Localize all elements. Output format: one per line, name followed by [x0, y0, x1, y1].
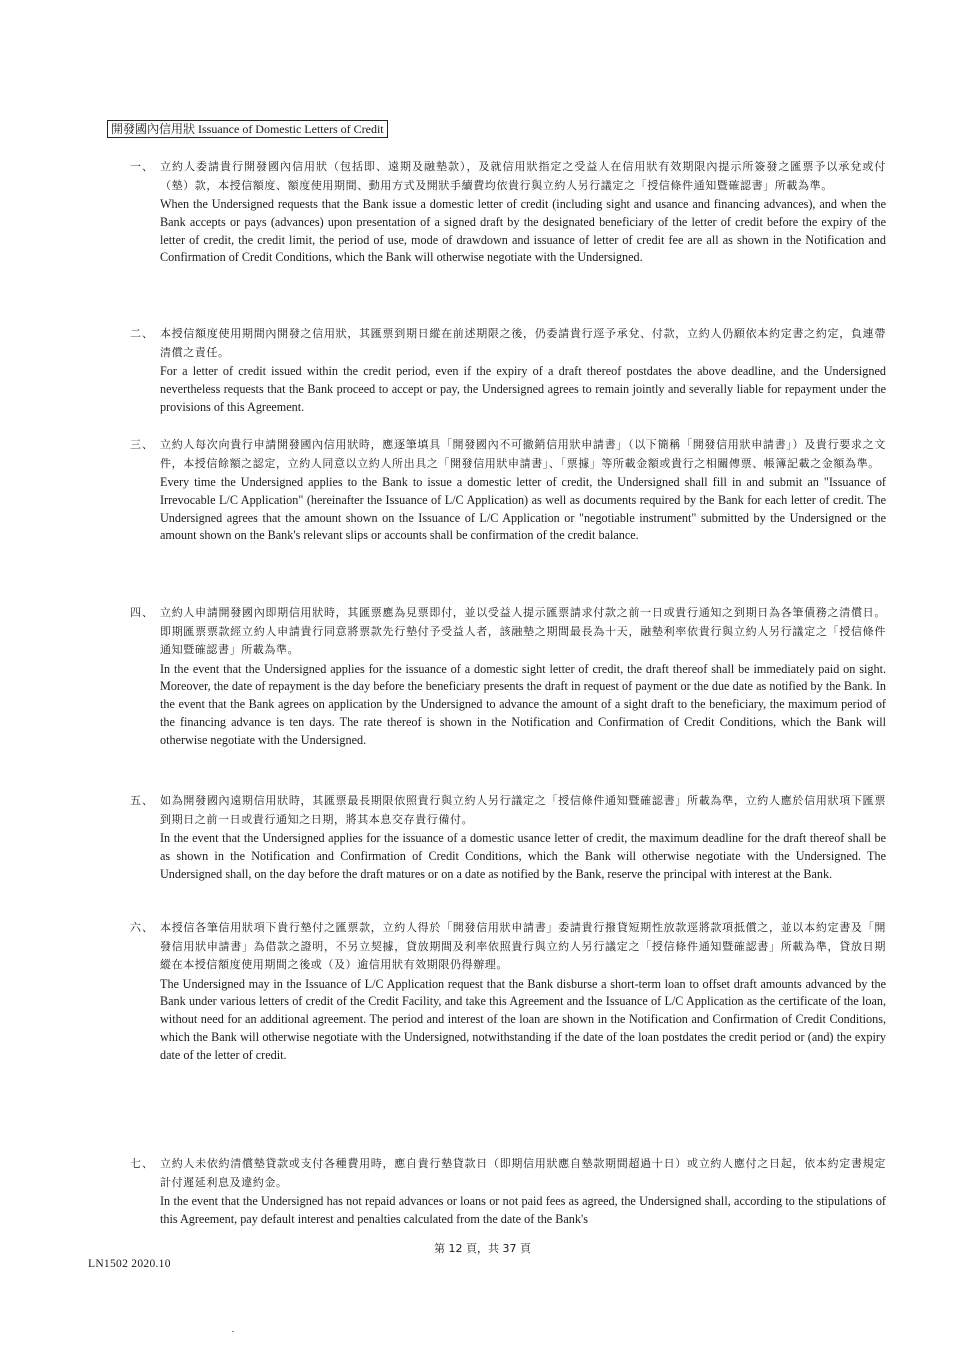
clause-text-english: When the Undersigned requests that the Bank issue a domestic letter of credit (including sight and usance and financing advances), and when the Bank accepts or pays (advances) upon presentation of a signed draft by the designated beneficiary of the letter of credit before the expiry of the letter of credit, the credit limit, the period of use, mode of drawdown and issuance of letter of credit fee are all as shown in the Notification and Confirmation of Credit Conditions, which the Bank will otherwise negotiate with the Undersigned.: [160, 197, 886, 265]
clause-text-english: The Undersigned may in the Issuance of L/C Application request that the Bank disburse a short-term loan to offset draft amounts advanced by the Bank under various letters of credit of the Credit Facility, and take this Agreement and the Issuance of L/C Application as the certificate of the loan, without need for an additional agreement. The period and interest of the loan are shown in the Notification and Confirmation of Credit Conditions, which the Bank will otherwise negotiate with the Undersigned, notwithstanding if the date of the loan postdates the credit period or (and) the expiry date of the letter of credit.: [160, 976, 886, 1062]
clause-text-chinese: 立約人委請貴行開發國內信用狀（包括即、遠期及融墊款），及就信用狀指定之受益人在信用狀有效期限內提示所簽發之匯票予以承兌或付（墊）款，本授信額度、額度使用期間、動用方式及開狀手續費均依貴行與立約人另行議定之「授信條件通知暨確認書」所載為準。: [160, 160, 886, 192]
clause-3: [130, 436, 886, 545]
clause-text-chinese: 如為開發國內遠期信用狀時，其匯票最長期限依照貴行與立約人另行議定之「授信條件通知暨確認書」所載為準，立約人應於信用狀項下匯票到期日之前一日或貴行通知之日期，將其本息交存貴行備付。: [160, 794, 886, 826]
document-code: LN1502 2020.10: [88, 1258, 171, 1270]
clause-text-english: In the event that the Undersigned has not repaid advances or loans or not paid fees as agreed, the Undersigned shall, according to the stipulations of this Agreement, pay default interest and penalties calculated from the date of the Bank's: [160, 1194, 886, 1226]
clause-number: 三、: [130, 438, 154, 451]
clause-text-chinese: 立約人每次向貴行申請開發國內信用狀時，應逐筆填具「開發國內不可撤銷信用狀申請書」（以下簡稱「開發信用狀申請書」）及貴行要求之文件，本授信餘額之認定，立約人同意以立約人所出具之「開發信用狀申請書」、「票據」等所載金額或貴行之相關傳票、帳簿記載之金額為準。: [160, 438, 886, 470]
clause-2: [130, 325, 886, 416]
clause-text-english: In the event that the Undersigned applies for the issuance of a domestic usance letter of credit, the maximum deadline for the draft thereof shall be as shown in the Notification and Confirmation of Credit Conditions, which the Bank will otherwise negotiate with the Undersigned. The Undersigned shall, on the day before the draft matures or on a date as notified by the Bank, reserve the principal with interest at the Bank.: [160, 831, 886, 881]
clause-number: 一、: [130, 160, 154, 173]
clause-text-chinese: 本授信各筆信用狀項下貴行墊付之匯票款，立約人得於「開發信用狀申請書」委請貴行撥貸短期性放款逕將款項抵償之，並以本約定書及「開發信用狀申請書」為借款之證明，不另立契據，貸放期間及利率依照貴行與立約人另行議定之「授信條件通知暨確認書」所載為準，貸放日期縱在本授信額度使用期間之後或（及）逾信用狀有效期限仍得辦理。: [160, 921, 886, 971]
clause-number: 七、: [130, 1157, 154, 1170]
clause-4: [130, 604, 886, 749]
clause-number: 二、: [130, 327, 154, 340]
page-number: 第 12 頁，共 37 頁: [434, 1242, 531, 1255]
clause-6: [130, 919, 886, 1064]
clause-text-english: In the event that the Undersigned applies for the issuance of a domestic sight letter of credit, the draft thereof shall be immediately paid on sight. Moreover, the date of repayment is the day before the beneficiary presents the draft in request of payment or the due date as notified by the Bank. In the event that the Bank agrees on application by the Undersigned to advance the amount of a sight draft to the beneficiary, the maximum period of the financing advance is ten days. The rate thereof is shown in the Notification and Confirmation of Credit Conditions, which the Bank will otherwise negotiate with the Undersigned.: [160, 661, 886, 747]
clause-number: 四、: [130, 606, 154, 619]
clause-text-chinese: 立約人申請開發國內即期信用狀時，其匯票應為見票即付，並以受益人提示匯票請求付款之前一日或貴行通知之到期日為各筆債務之清償日。即期匯票票款經立約人申請貴行同意將票款先行墊付予受益人者，該融墊之期間最長為十天，融墊利率依貴行與立約人另行議定之「授信條件通知暨確認書」所載為準。: [160, 606, 886, 656]
clause-1: [130, 158, 886, 267]
section-title: 開發國內信用狀 Issuance of Domestic Letters of Credit: [107, 120, 388, 138]
clause-text-chinese: 本授信額度使用期間內開發之信用狀，其匯票到期日縱在前述期限之後，仍委請貴行逕予承兌、付款，立約人仍願依本約定書之約定，負連帶清償之責任。: [160, 327, 886, 359]
clause-7: [130, 1155, 886, 1229]
clause-text-english: For a letter of credit issued within the credit period, even if the expiry of a draft thereof postdates the above deadline, and the Undersigned nevertheless requests that the Bank proceed to accept or pay, the Undersigned agrees to remain jointly and severally liable for repayment under the provisions of this Agreement.: [160, 364, 886, 414]
clause-text-english: Every time the Undersigned applies to the Bank to issue a domestic letter of credit, the Undersigned shall fill in and submit an "Issuance of Irrevocable L/C Application" (hereinafter the Issuance of L/C Application) as well as documents required by the Bank for each letter of credit. The Undersigned agrees that the amount shown on the Issuance of L/C Application or "negotiable instrument" submitted by the Undersigned or the amount shown on the Bank's relevant slips or accounts shall be confirmation of the credit balance.: [160, 475, 886, 543]
clause-5: [130, 792, 886, 883]
scan-speck: [232, 1331, 234, 1332]
clause-number: 六、: [130, 921, 154, 934]
clause-number: 五、: [130, 794, 154, 807]
clause-text-chinese: 立約人未依約清償墊貸款或支付各種費用時，應自貴行墊貸款日（即期信用狀應自墊款期間超過十日）或立約人應付之日起，依本約定書規定計付遲延利息及違約金。: [160, 1157, 886, 1189]
